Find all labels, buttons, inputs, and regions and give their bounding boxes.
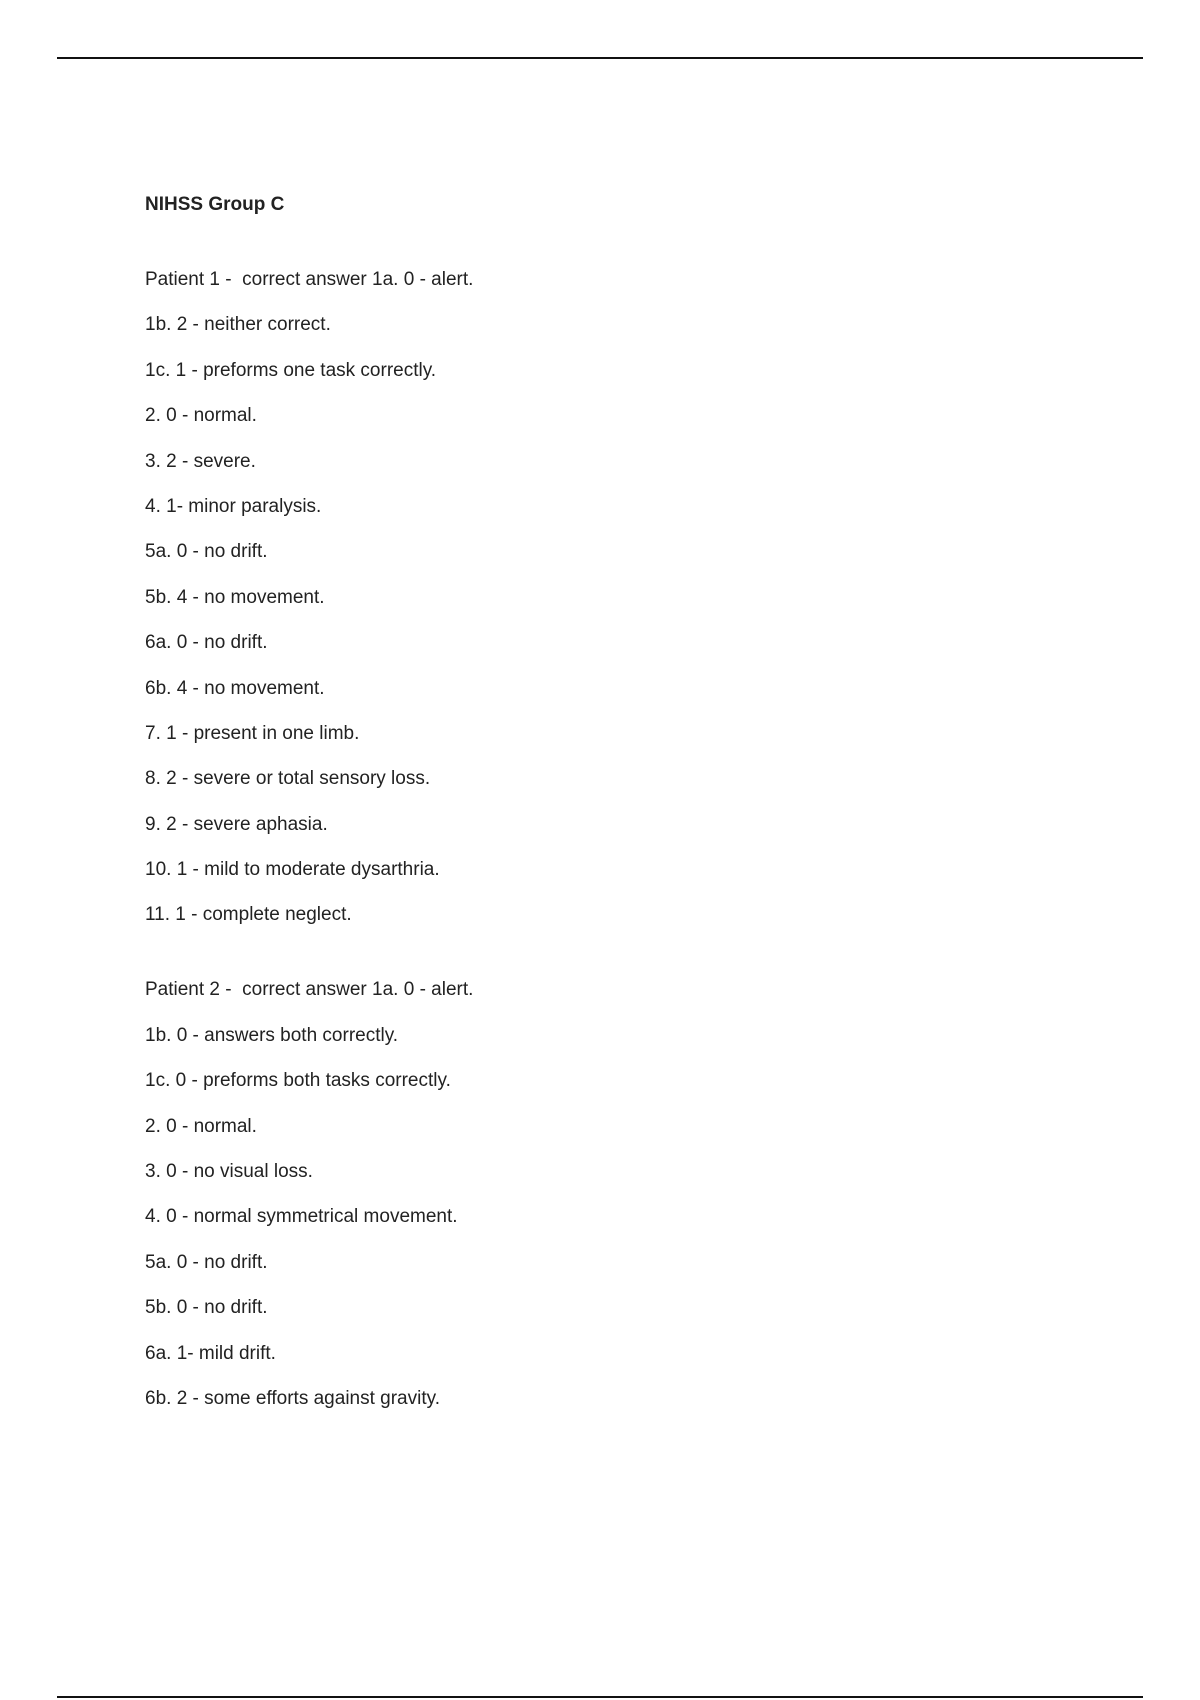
answer-line: 5b. 4 - no movement. [145, 586, 325, 608]
answer-line: 1b. 2 - neither correct. [145, 314, 331, 336]
patient-2-section [145, 975, 1105, 1414]
answer-line: 4. 0 - normal symmetrical movement. [145, 1206, 458, 1228]
answer-line: 3. 2 - severe. [145, 450, 256, 472]
answer-line: 3. 0 - no visual loss. [145, 1161, 313, 1183]
answer-line: Patient 2 - correct answer 1a. 0 - alert. [145, 979, 474, 1001]
answer-line: 6a. 0 - no drift. [145, 632, 268, 654]
answer-line: 1c. 0 - preforms both tasks correctly. [145, 1070, 451, 1092]
answer-line: 6b. 2 - some efforts against gravity. [145, 1387, 440, 1409]
answer-line: 8. 2 - severe or total sensory loss. [145, 768, 431, 790]
document-body [145, 190, 1105, 1429]
answer-line: 2. 0 - normal. [145, 405, 257, 427]
answer-line: 2. 0 - normal. [145, 1115, 257, 1137]
answer-line: 10. 1 - mild to moderate dysarthria. [145, 859, 440, 881]
answer-line: 5b. 0 - no drift. [145, 1297, 268, 1319]
footer-rule [57, 1696, 1143, 1698]
answer-line: 1c. 1 - preforms one task correctly. [145, 359, 437, 381]
answer-line: Patient 1 - correct answer 1a. 0 - alert. [145, 269, 474, 290]
answer-line: 4. 1- minor paralysis. [145, 495, 322, 517]
answer-line: 5a. 0 - no drift. [145, 541, 268, 563]
answer-line: 5a. 0 - no drift. [145, 1251, 268, 1273]
answer-line: 6b. 4 - no movement. [145, 677, 325, 699]
answer-line: 11. 1 - complete neglect. [145, 904, 352, 926]
answer-line: 7. 1 - present in one limb. [145, 722, 360, 744]
patient-1-section [145, 265, 1105, 930]
document-title: NIHSS Group C [145, 194, 285, 215]
answer-line: 9. 2 - severe aphasia. [145, 813, 328, 835]
answer-line: 6a. 1- mild drift. [145, 1342, 276, 1364]
answer-line: 1b. 0 - answers both correctly. [145, 1024, 399, 1046]
header-rule [57, 57, 1143, 59]
